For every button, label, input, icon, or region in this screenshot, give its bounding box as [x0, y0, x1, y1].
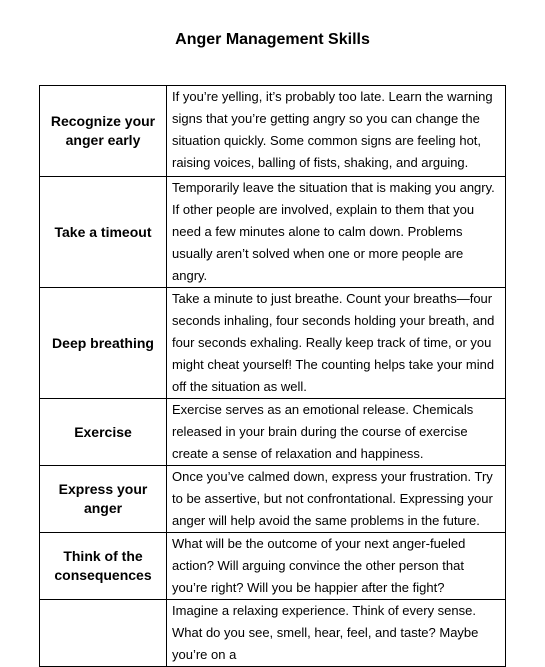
table-row: [40, 600, 506, 667]
skill-description-cell: [167, 533, 506, 600]
skill-name-cell: Think of the consequences: [40, 533, 167, 600]
skill-description-text: What will be the outcome of your next anger-fueled action? Will arguing convince the other person that you’re right? Will you be happier after the fight?: [172, 536, 466, 595]
skills-table: [39, 85, 506, 667]
skill-name-cell: Exercise: [40, 399, 167, 466]
table-row: [40, 288, 506, 399]
skill-description-cell: [167, 288, 506, 399]
skill-name-cell: Take a timeout: [40, 177, 167, 288]
skill-name-cell: [40, 600, 167, 667]
table-row: [40, 399, 506, 466]
skill-description-text: Temporarily leave the situation that is making you angry. If other people are involved, explain to them that you need a few minutes alone to calm down. Problems usually aren’t solved when one or more people are angry.: [172, 180, 495, 283]
skill-description-cell: [167, 177, 506, 288]
skill-name-cell: Recognize your anger early: [40, 86, 167, 177]
table-row: [40, 86, 506, 177]
skill-description-text: Imagine a relaxing experience. Think of every sense. What do you see, smell, hear, feel, and taste? Maybe you’re on a: [172, 603, 479, 662]
skill-description-cell: [167, 86, 506, 177]
skill-description-cell: [167, 600, 506, 667]
table-row: [40, 177, 506, 288]
skill-name-cell: Express your anger: [40, 466, 167, 533]
skill-description-text: Exercise serves as an emotional release. Chemicals released in your brain during the course of exercise create a sense of relaxation and happiness.: [172, 402, 474, 461]
skill-description-text: Once you’ve calmed down, express your frustration. Try to be assertive, but not confrontational. Expressing your anger will help avoid the same problems in the future.: [172, 469, 493, 528]
document-title: Anger Management Skills: [175, 31, 370, 48]
skill-description-text: If you’re yelling, it’s probably too late. Learn the warning signs that you’re getting angry so you can change the situation quickly. Some common signs are feeling hot, raising voices, balling of fists, shaking, and arguing.: [172, 89, 493, 170]
skill-description-cell: [167, 399, 506, 466]
skill-description-cell: [167, 466, 506, 533]
table-row: [40, 533, 506, 600]
skill-name-cell: Deep breathing: [40, 288, 167, 399]
skill-description-text: Take a minute to just breathe. Count your breaths—four seconds inhaling, four seconds holding your breath, and four seconds exhaling. Really keep track of time, or you might cheat yourself! The counting helps take your mind off the situation as well.: [172, 291, 495, 394]
table-row: [40, 466, 506, 533]
